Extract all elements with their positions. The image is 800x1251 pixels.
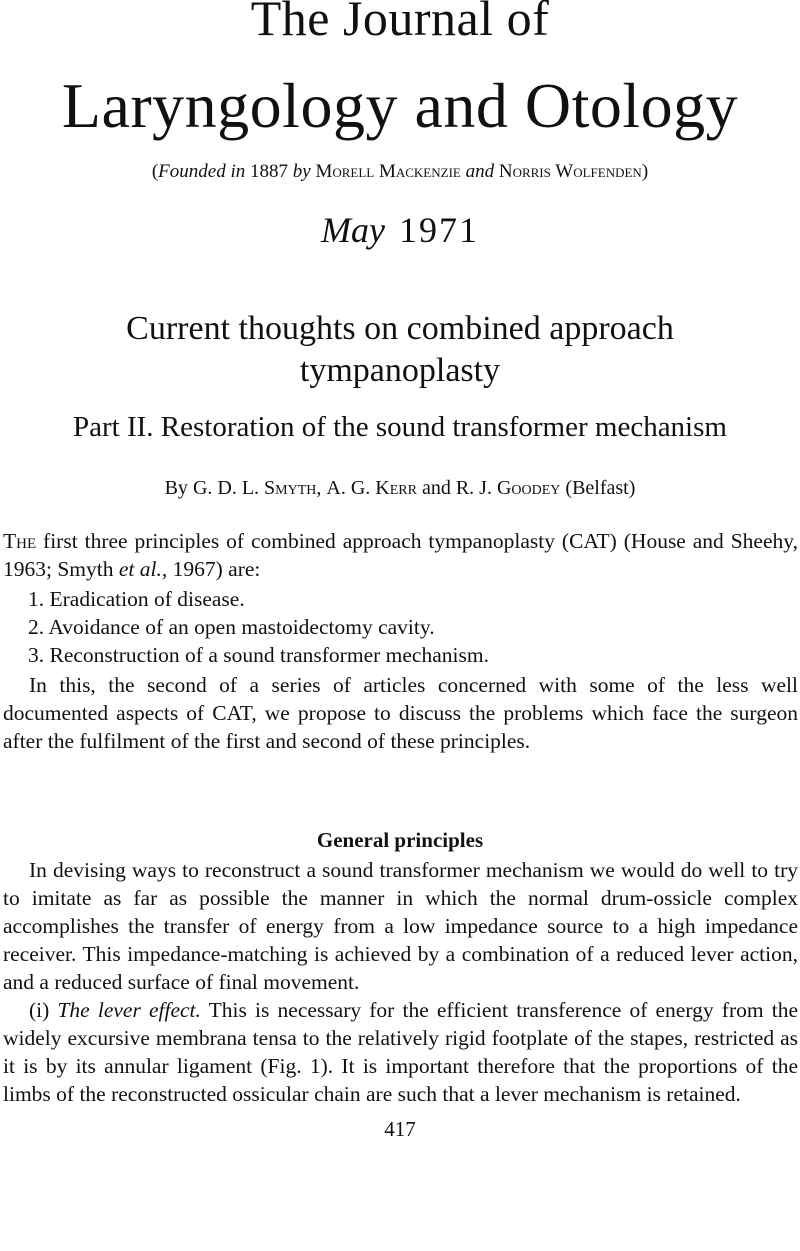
page-number: 417 [384,1117,416,1141]
article-title-text: Current thoughts on combined approach tympanoplasty [126,310,674,389]
intro-lead-caps: The [3,529,37,553]
author-3: R. J. Goodey [455,477,561,499]
principles-list [3,585,798,669]
lever-text: This is necessary for the efficient transference of energy from the widely excursive membrana tensa to the relatively rigid footplate of the stapes, restricted as it is by its annular ligament (Fig. 1). It is important therefore that the proportions of the limbs of the reconstructed ossicular chain are such that a lever mechanism is retained. [3,998,798,1106]
founder-2: Norris Wolfenden [498,161,642,182]
byline-prefix: By [164,477,188,499]
intro-text-2: , 1967) are: [161,557,261,581]
general-paragraph: In devising ways to reconstruct a sound transformer mechanism we would do well to try to imitate as far as possible the manner in which the normal drum-ossicle complex accomplishes the transfer of energy from a low impedance source to a high impedance receiver. This impedance-matching is achieved by a combination of a reduced lever action, and a reduced surface of final movement. [3,858,798,994]
byline: By G. D. L. Smyth, A. G. Kerr and R. J. Goodey (Belfast) [164,477,636,499]
founded-and: and [465,161,495,182]
article-subtitle: Part II. Restoration of the sound transformer mechanism [73,411,727,443]
article-title [0,308,800,392]
series-paragraph: In this, the second of a series of articles concerned with some of the less well documented aspects of CAT, we propose to discuss the problems which face the surgeon after the fulfilment of the first and second of these principles. [3,673,798,753]
byline-and: and [421,477,451,499]
issue-date [0,210,800,250]
founded-prefix: Founded in [158,161,246,182]
journal-title-line1: The Journal of [250,0,550,46]
byline-location: (Belfast) [565,477,636,499]
intro-text-1: first three principles of combined approach tympanoplasty (CAT) (House and Sheehy, 1963; Smyth [3,529,798,581]
author-2: A. G. Kerr [326,477,417,499]
founder-1: Morell Mackenzie [315,161,461,182]
issue-year: 1971 [398,210,479,250]
author-1: G. D. L. Smyth [192,477,317,499]
article-body-general [3,856,798,1108]
principle-item: 2. Avoidance of an open mastoidectomy cavity. [28,615,435,639]
founded-year: 1887 [250,161,288,182]
intro-et-al: et al. [118,557,162,581]
lever-title: The lever effect. [57,998,201,1022]
issue-month: May [321,210,385,250]
lever-paragraph [3,996,798,1108]
principle-item: 1. Eradication of disease. [28,587,245,611]
founding-note: (Founded in 1887 by Morell Mackenzie and Norris Wolfenden) [151,161,649,182]
article-body-intro [3,527,798,755]
lever-label: (i) [29,998,58,1022]
principle-item: 3. Reconstruction of a sound transformer mechanism. [28,643,489,667]
journal-title-line2: Laryngology and Otology [61,70,739,141]
section-heading: General principles [316,828,484,852]
intro-paragraph [3,527,798,583]
founded-by: by [292,161,311,182]
